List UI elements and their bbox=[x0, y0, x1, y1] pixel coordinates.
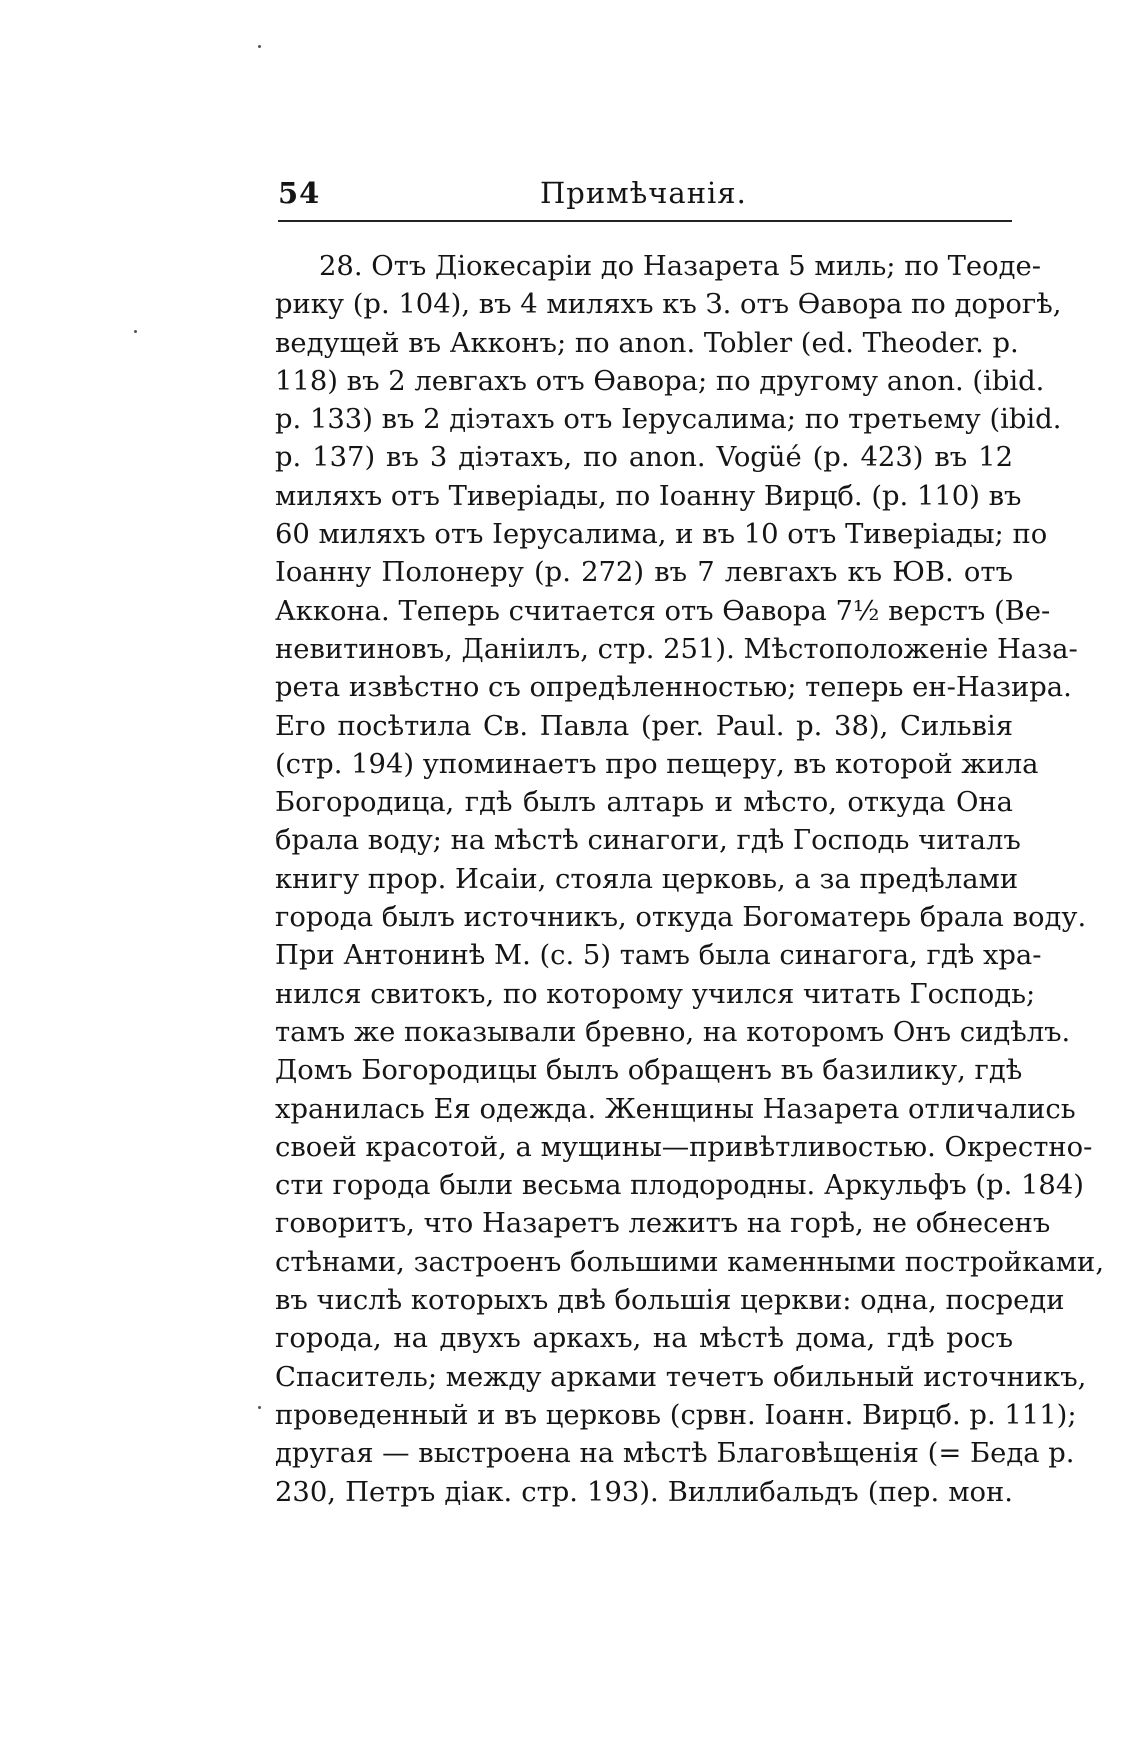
header-rule bbox=[278, 220, 1012, 222]
text-line: своей красотой, а мущины—привѣтливостью. Окрестно- bbox=[275, 1131, 1093, 1163]
text-line: говоритъ, что Назаретъ лежитъ на горѣ, не обнесенъ bbox=[275, 1208, 1051, 1240]
text-line: нился свитокъ, по которому учился читать Господь; bbox=[275, 978, 1036, 1010]
text-line: При Антонинѣ М. (c. 5) тамъ была синагога, гдѣ хра- bbox=[275, 940, 1042, 972]
text-line: въ числѣ которыхъ двѣ большія церкви: одна, посреди bbox=[275, 1285, 1065, 1317]
text-line: сти города были весьма плодородны. Аркульфъ (p. 184) bbox=[275, 1170, 1084, 1202]
page-header bbox=[278, 172, 1012, 222]
text-line: Его посѣтила Св. Павла (per. Paul. p. 38), Сильвія bbox=[275, 710, 1013, 742]
text-line: хранилась Ея одежда. Женщины Назарета отличались bbox=[275, 1093, 1076, 1125]
text-line: города былъ источникъ, откуда Богоматерь брала воду. bbox=[275, 902, 1087, 934]
text-line: проведенный и въ церковь (срвн. Іоанн. Вирцб. p. 111); bbox=[275, 1399, 1077, 1431]
text-line: города, на двухъ аркахъ, на мѣстѣ дома, гдѣ росъ bbox=[275, 1323, 1013, 1355]
text-line: другая — выстроена на мѣстѣ Благовѣщенія (= Беда p. bbox=[275, 1438, 1075, 1470]
text-line: 28. Отъ Діокесаріи до Назарета 5 миль; по Теоде- bbox=[319, 251, 1041, 282]
text-line: Спаситель; между арками течетъ обильный источникъ, bbox=[275, 1361, 1087, 1393]
text-line: книгу прор. Исаіи, стояла церковь, а за предѣлами bbox=[275, 863, 1019, 895]
text-line: ведущей въ Акконъ; по anon. Tobler (ed. Theoder. p. bbox=[275, 327, 1019, 359]
text-line: тамъ же показывали бревно, на которомъ Онъ сидѣлъ. bbox=[275, 1016, 1071, 1048]
scan-speck bbox=[258, 1406, 261, 1409]
page-number: 54 bbox=[278, 176, 321, 210]
text-line: Аккона. Теперь считается отъ Ѳавора 7½ верстъ (Ве- bbox=[275, 595, 1051, 627]
text-line: невитиновъ, Даніилъ, стр. 251). Мѣстоположеніе Наза- bbox=[275, 633, 1078, 665]
scan-speck bbox=[134, 330, 137, 333]
text-line: 118) въ 2 левгахъ отъ Ѳавора; по другому anon. (ibid. bbox=[275, 365, 1045, 397]
text-line: стѣнами, застроенъ большими каменными постройками, bbox=[275, 1246, 1105, 1278]
text-line: Іоанну Полонеру (p. 272) въ 7 левгахъ къ ЮВ. отъ bbox=[275, 557, 1013, 589]
text-line: брала воду; на мѣстѣ синагоги, гдѣ Господь читалъ bbox=[275, 825, 1021, 857]
text-line: Домъ Богородицы былъ обращенъ въ базилику, гдѣ bbox=[275, 1055, 1023, 1087]
text-line: 230, Петръ діак. стр. 193). Виллибальдъ (пер. мон. bbox=[275, 1476, 1013, 1508]
text-line: рета извѣстно съ опредѣленностью; теперь ен-Назира. bbox=[275, 672, 1072, 704]
scan-speck bbox=[258, 45, 261, 48]
text-line: Богородица, гдѣ былъ алтарь и мѣсто, откуда Она bbox=[275, 787, 1013, 819]
text-line: миляхъ отъ Тиверіады, по Іоанну Вирцб. (p. 110) въ bbox=[275, 480, 1022, 512]
running-title: Примѣчанія. bbox=[540, 176, 747, 210]
text-line: рику (p. 104), въ 4 миляхъ къ З. отъ Ѳавора по дорогѣ, bbox=[275, 289, 1062, 321]
note-28-body bbox=[275, 248, 1105, 1512]
text-line: p. 133) въ 2 діэтахъ отъ Іерусалима; по третьему (ibid. bbox=[275, 404, 1062, 436]
text-line: (стр. 194) упоминаетъ про пещеру, въ которой жила bbox=[275, 748, 1039, 780]
text-line: 60 миляхъ отъ Іерусалима, и въ 10 отъ Тиверіады; по bbox=[275, 519, 1048, 551]
text-line: p. 137) въ 3 діэтахъ, по anon. Vogüé (p. 423) въ 12 bbox=[275, 442, 1013, 474]
